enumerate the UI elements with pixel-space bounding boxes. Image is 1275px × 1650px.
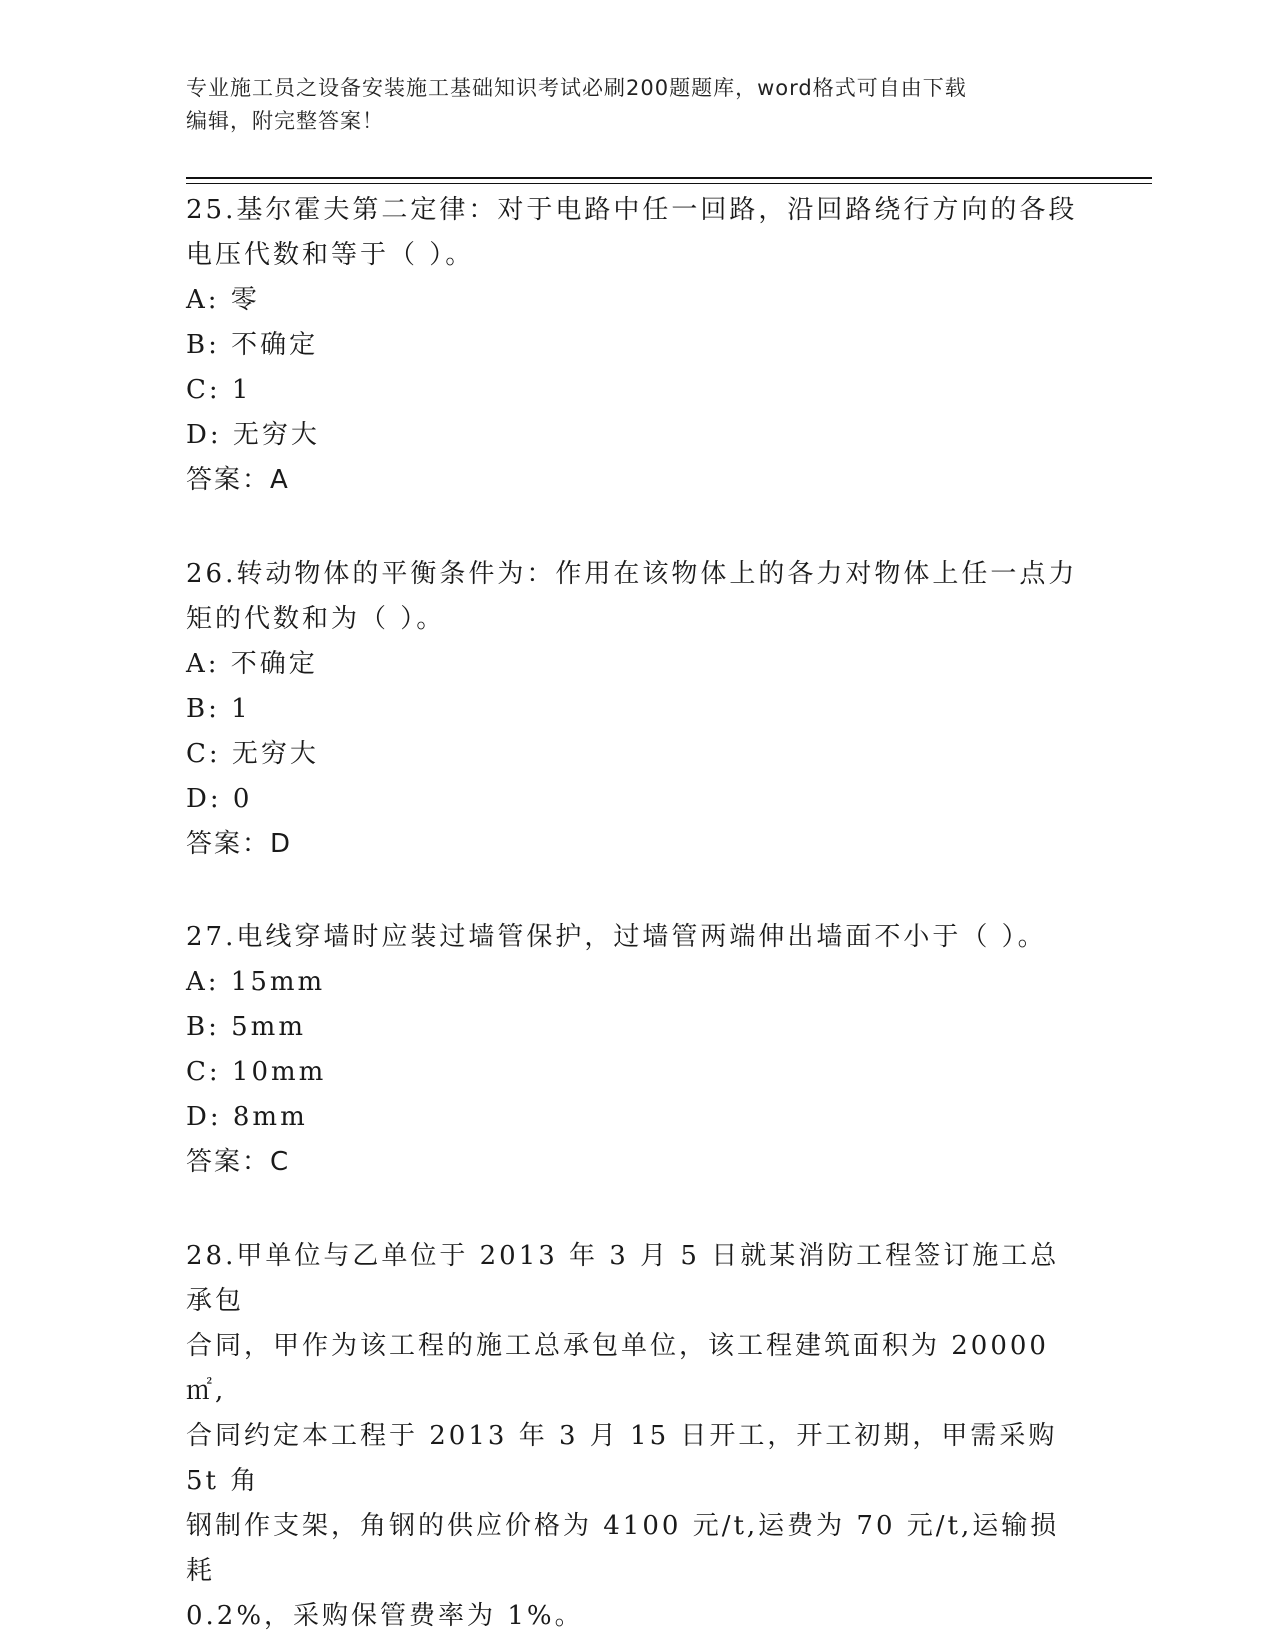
option-d: D: 无穷大	[186, 420, 320, 450]
option-a: A: 不确定	[186, 649, 318, 679]
header-line-2: 编辑，附完整答案！	[186, 109, 384, 133]
option-c: C: 10mm	[186, 1057, 327, 1087]
option-d: D: 0	[186, 784, 253, 814]
option-c: C: 无穷大	[186, 739, 319, 769]
option-a: A: 15mm	[186, 967, 326, 997]
option-d: D: 8mm	[186, 1102, 308, 1132]
option-b: B: 不确定	[186, 330, 319, 360]
header-divider-thin	[186, 183, 1152, 184]
question-stem-line: 电压代数和等于（ ）。	[186, 240, 475, 270]
question-stem-line: 28.甲单位与乙单位于 2013 年 3 月 5 日就某消防工程签订施工总承包	[186, 1241, 1060, 1316]
question-26	[186, 552, 1086, 867]
answer: 答案：C	[186, 1147, 291, 1177]
question-stem-line: 25.基尔霍夫第二定律：对于电路中任一回路，沿回路绕行方向的各段	[186, 195, 1078, 225]
question-stem-line: 0.2%，采购保管费率为 1%。	[186, 1601, 584, 1631]
answer: 答案：A	[186, 465, 290, 495]
question-stem-line: 合同，甲作为该工程的施工总承包单位，该工程建筑面积为 20000㎡,	[186, 1331, 1049, 1406]
question-stem-line: 矩的代数和为（ ）。	[186, 604, 446, 634]
header-line-1: 专业施工员之设备安装施工基础知识考试必刷200题题库，word格式可自由下载	[186, 76, 967, 100]
document-header	[186, 72, 1066, 138]
question-27	[186, 915, 1086, 1185]
header-divider-thick	[186, 177, 1152, 179]
option-b: B: 1	[186, 694, 251, 724]
option-c: C: 1	[186, 375, 252, 405]
option-a: A: 零	[186, 285, 260, 315]
answer: 答案：D	[186, 829, 293, 859]
question-stem-line: 27.电线穿墙时应装过墙管保护，过墙管两端伸出墙面不小于（ ）。	[186, 922, 1047, 952]
question-stem-line: 26.转动物体的平衡条件为：作用在该物体上的各力对物体上任一点力	[186, 559, 1078, 589]
question-28	[186, 1234, 1086, 1639]
option-b: B: 5mm	[186, 1012, 306, 1042]
question-stem-line: 钢制作支架，角钢的供应价格为 4100 元/t,运费为 70 元/t,运输损耗	[186, 1511, 1060, 1586]
question-25	[186, 188, 1086, 503]
question-stem-line: 合同约定本工程于 2013 年 3 月 15 日开工，开工初期，甲需采购 5t 角	[186, 1421, 1058, 1496]
